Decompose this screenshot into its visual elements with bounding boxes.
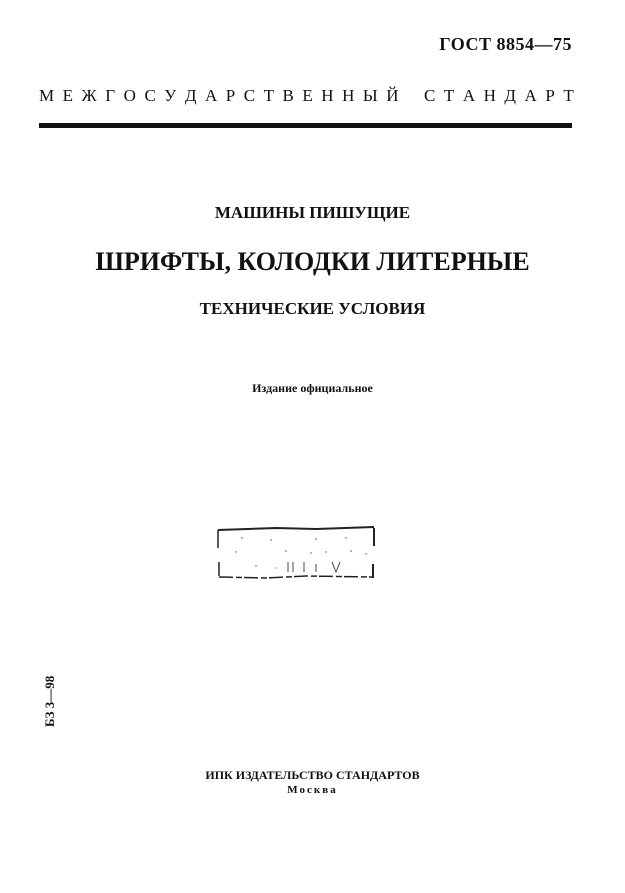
standard-letter: Д bbox=[184, 86, 197, 105]
standard-letter: Ы bbox=[362, 86, 378, 105]
standard-letter: С bbox=[424, 86, 436, 105]
standard-letter: Н bbox=[342, 86, 355, 105]
standard-letter: Т bbox=[443, 86, 455, 105]
standard-letter: О bbox=[123, 86, 136, 105]
standard-letter: Е bbox=[62, 86, 74, 105]
standard-letter: Р bbox=[225, 86, 236, 105]
title-line-1: МАШИНЫ ПИШУЩИЕ bbox=[214, 203, 411, 222]
standard-letter: А bbox=[462, 86, 476, 105]
standard-letter: С bbox=[243, 86, 256, 105]
standard-letter: А bbox=[204, 86, 218, 105]
standard-letter: Р bbox=[545, 86, 555, 105]
city: Москва bbox=[287, 784, 338, 796]
standard-letter: С bbox=[144, 86, 156, 105]
standard-letter: А bbox=[524, 86, 537, 105]
standard-letter: Ж bbox=[81, 86, 97, 105]
standard-letter: Д bbox=[504, 86, 517, 105]
standard-letter: Т bbox=[563, 86, 574, 105]
side-mark-text: БЗ 3—98 bbox=[42, 675, 57, 727]
standard-letter: В bbox=[282, 86, 294, 105]
standard-letter: Н bbox=[483, 86, 496, 105]
standard-letter: Т bbox=[263, 86, 275, 105]
title-line-2: ШРИФТЫ, КОЛОДКИ ЛИТЕРНЫЕ bbox=[95, 247, 530, 276]
standard-letter: Н bbox=[321, 86, 334, 105]
standard-letter: Й bbox=[386, 86, 399, 105]
faded-stamp bbox=[216, 526, 375, 579]
standard-letter: У bbox=[164, 86, 177, 105]
edition-label: Издание официальное bbox=[252, 381, 373, 395]
standard-letter bbox=[407, 86, 416, 106]
gost-number: ГОСТ 8854—75 bbox=[439, 34, 572, 54]
standard-letter: М bbox=[39, 86, 55, 105]
standard-letter: Г bbox=[105, 86, 116, 105]
title-line-3: ТЕХНИЧЕСКИЕ УСЛОВИЯ bbox=[199, 299, 426, 318]
header-rule bbox=[39, 123, 572, 128]
publisher: ИПК ИЗДАТЕЛЬСТВО СТАНДАРТОВ bbox=[205, 768, 420, 782]
standard-letter: Е bbox=[302, 86, 313, 105]
interstate-standard-heading bbox=[39, 86, 574, 106]
side-mark bbox=[30, 665, 90, 725]
